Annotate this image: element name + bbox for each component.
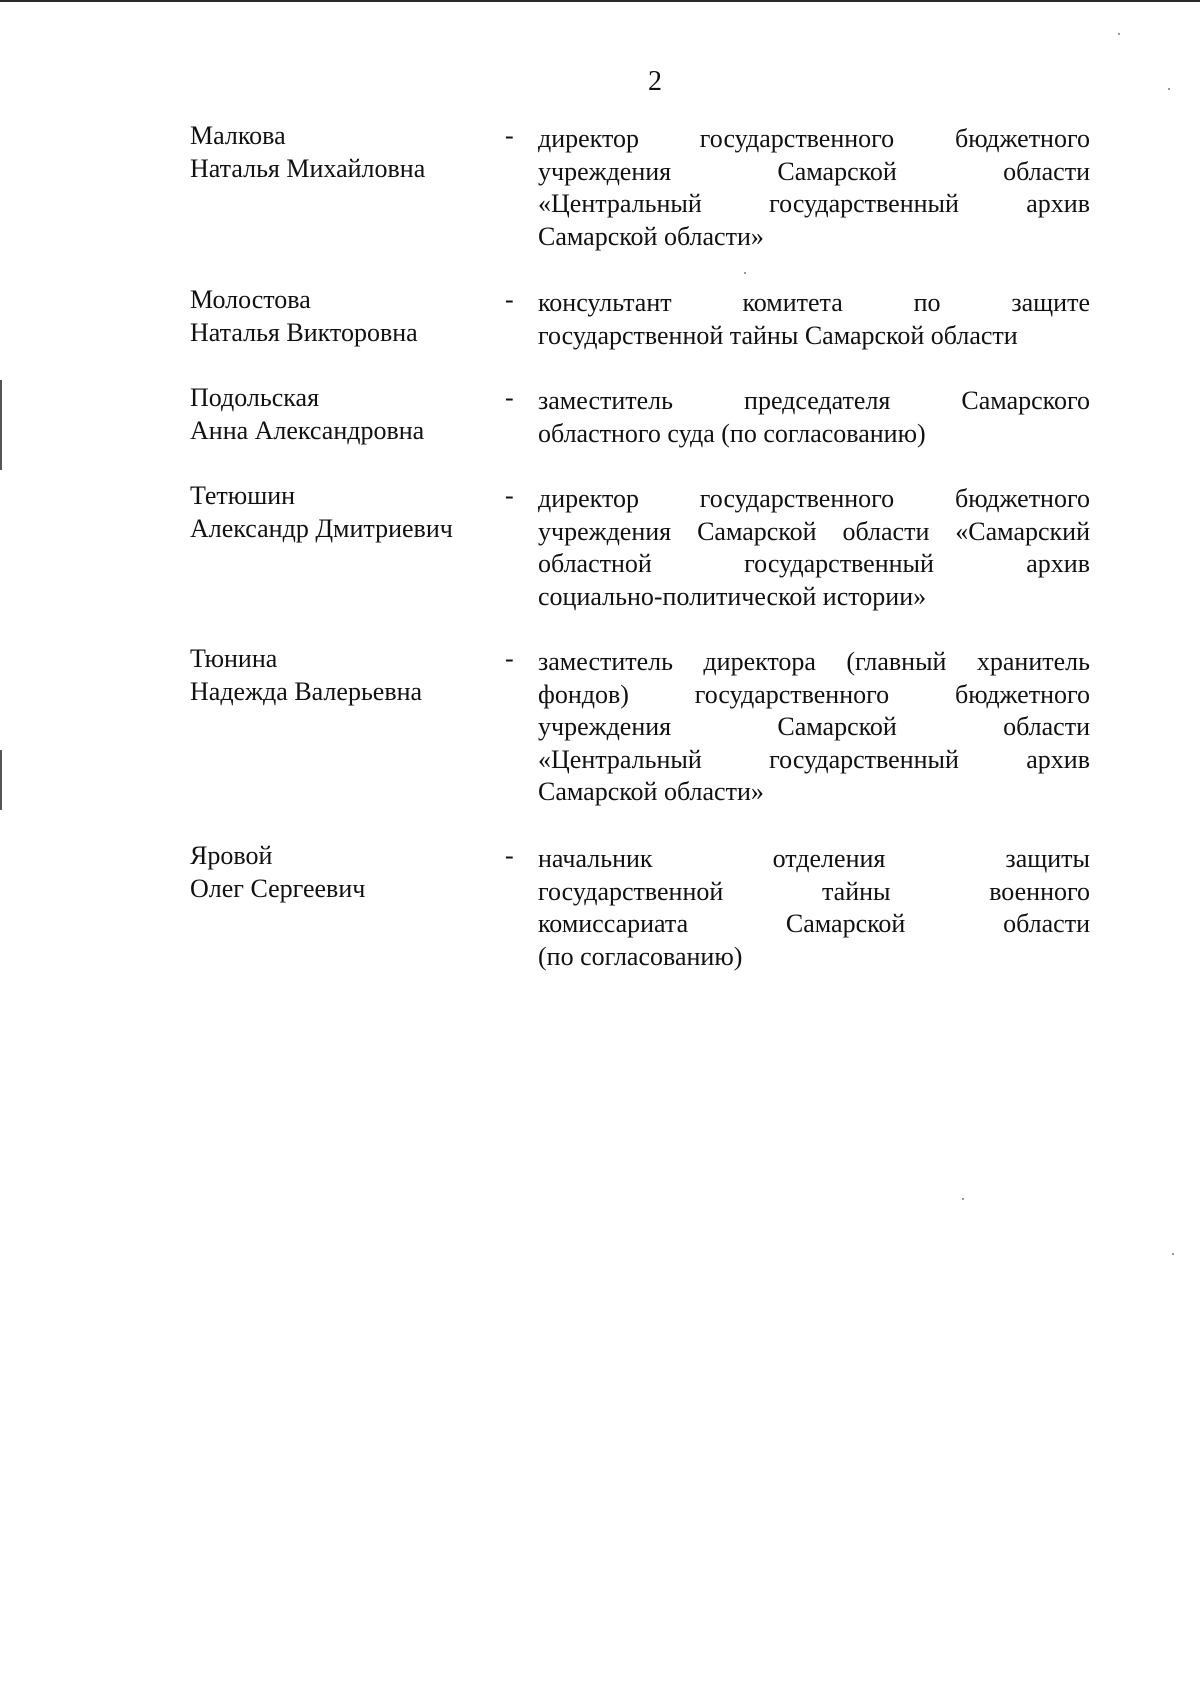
role-line: комиссариата Самарской области xyxy=(538,909,1090,938)
role-line: «Центральный государственный архив xyxy=(538,744,1090,774)
dash-separator: - xyxy=(505,841,514,870)
scan-edge-left xyxy=(0,380,2,470)
dash-separator: - xyxy=(505,481,514,510)
role-line: заместитель директора (главный хранитель xyxy=(538,647,1090,676)
role-line: государственной тайны Самарской области xyxy=(538,320,1018,350)
scan-speck xyxy=(1172,1253,1174,1255)
member-given-names: Олег Сергеевич xyxy=(190,873,366,903)
role-line: областного суда (по согласованию) xyxy=(538,418,926,448)
role-line: директор государственного бюджетного xyxy=(538,484,1090,513)
role-line: государственной тайны военного xyxy=(538,876,1090,906)
role-line: (по согласованию) xyxy=(538,941,743,971)
role-line: «Центральный государственный архив xyxy=(538,189,1090,218)
role-line: Самарской области» xyxy=(538,221,764,251)
role-line: директор государственного бюджетного xyxy=(538,124,1090,153)
member-surname: Тетюшин xyxy=(190,481,296,510)
member-name xyxy=(190,643,490,708)
scan-edge-left xyxy=(0,750,2,810)
scan-speck xyxy=(962,1198,964,1200)
member-entry xyxy=(190,120,1090,284)
member-name xyxy=(190,382,490,447)
member-role xyxy=(538,287,1090,352)
member-entry xyxy=(190,284,1090,382)
role-line: начальник отделения защиты xyxy=(538,844,1090,873)
member-given-names: Александр Дмитриевич xyxy=(190,513,453,543)
members-list xyxy=(190,120,1090,980)
member-entry xyxy=(190,840,1090,980)
member-role xyxy=(538,385,1090,450)
member-surname: Малкова xyxy=(190,121,286,150)
role-line: консультант комитета по защите xyxy=(538,288,1090,317)
role-line: учреждения Самарской области «Самарский xyxy=(538,516,1090,546)
role-line: областной государственный архив xyxy=(538,549,1090,578)
member-entry xyxy=(190,382,1090,480)
member-role xyxy=(538,483,1090,613)
member-name xyxy=(190,840,490,905)
member-entry xyxy=(190,643,1090,840)
dash-separator: - xyxy=(505,121,514,150)
member-role xyxy=(538,123,1090,253)
scan-speck xyxy=(1118,33,1120,35)
member-surname: Яровой xyxy=(190,841,273,870)
member-role xyxy=(538,843,1090,973)
scan-edge-top xyxy=(0,0,1200,2)
member-surname: Подольская xyxy=(190,383,320,412)
role-line: Самарской области» xyxy=(538,777,764,806)
member-given-names: Наталья Михайловна xyxy=(190,153,426,183)
member-surname: Тюнина xyxy=(190,644,278,673)
dash-separator: - xyxy=(505,383,514,412)
role-line: фондов) государственного бюджетного xyxy=(538,679,1090,709)
member-name xyxy=(190,284,490,349)
member-given-names: Наталья Викторовна xyxy=(190,317,418,347)
member-given-names: Надежда Валерьевна xyxy=(190,676,423,706)
member-name xyxy=(190,480,490,545)
role-line: социально-политической истории» xyxy=(538,581,927,611)
dash-separator: - xyxy=(505,644,514,673)
member-role xyxy=(538,646,1090,809)
member-name xyxy=(190,120,490,185)
role-line: заместитель председателя Самарского xyxy=(538,386,1090,415)
member-surname: Молостова xyxy=(190,285,311,314)
dash-separator: - xyxy=(505,285,514,314)
role-line: учреждения Самарской области xyxy=(538,712,1090,741)
member-given-names: Анна Александровна xyxy=(190,415,425,445)
member-entry xyxy=(190,480,1090,643)
page-number: 2 xyxy=(648,66,662,97)
role-line: учреждения Самарской области xyxy=(538,156,1090,186)
